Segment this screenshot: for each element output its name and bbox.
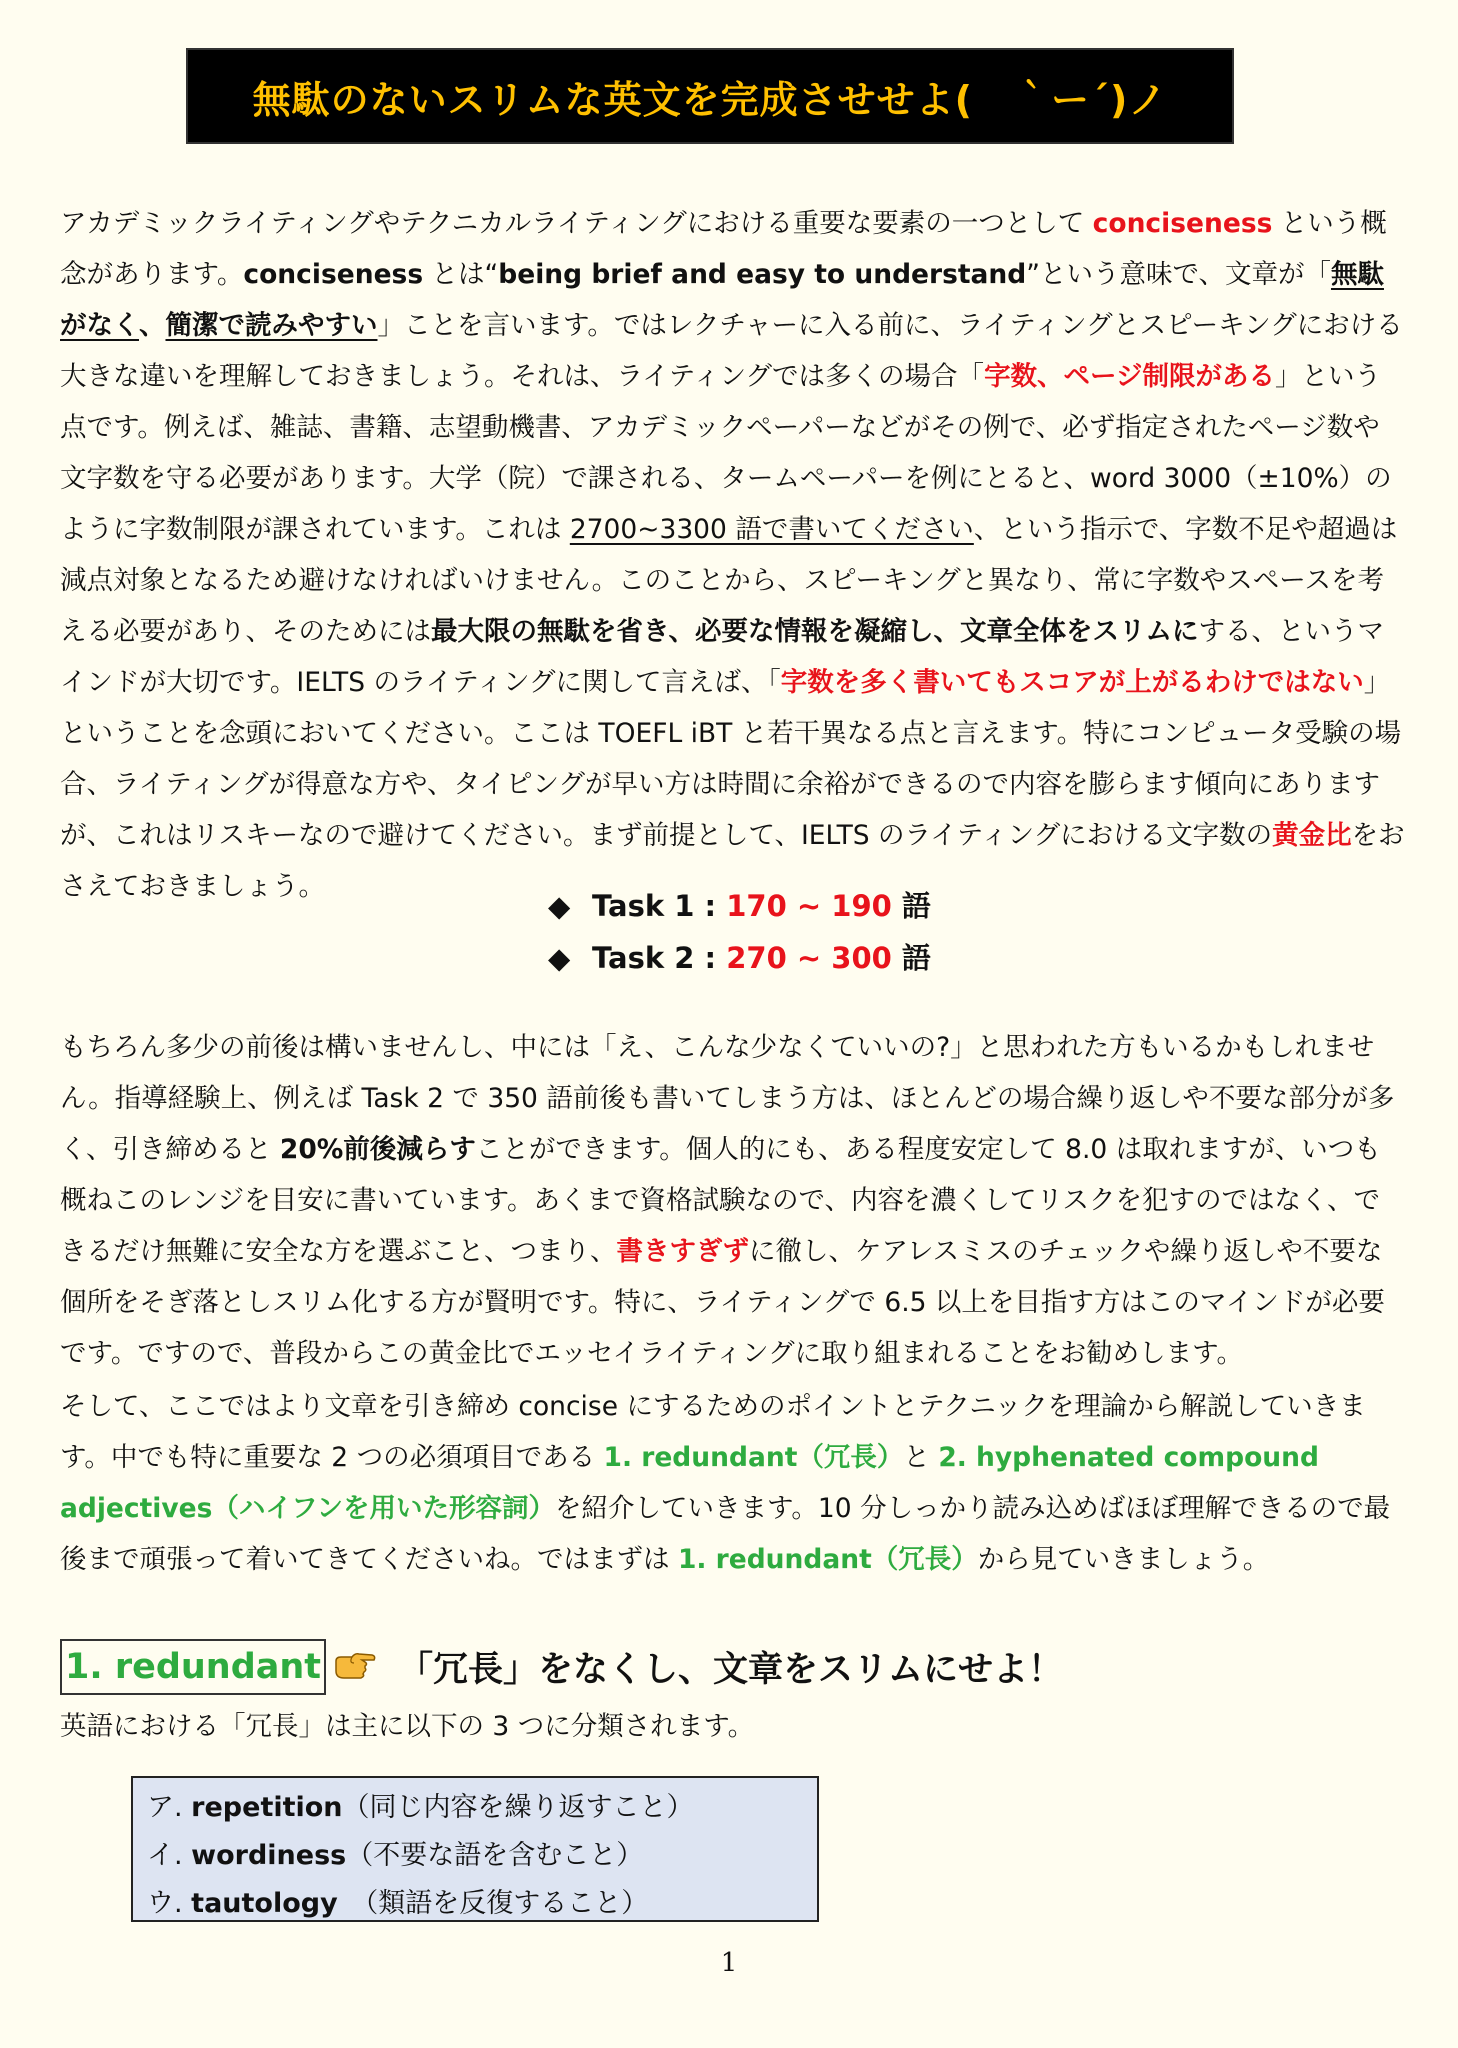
list-item [147,1832,817,1880]
item-prefix: イ. [147,1840,192,1871]
text: 」ことを言います。ではレクチャーに入る前に、ライティングとスピーキングにおける大きな違いを理解しておきましょう。それは、ライティングでは多くの場合「 [60,310,1403,392]
item-term: wordiness [191,1840,347,1871]
page-number: 1 [720,1948,738,1978]
item-term: repetition [191,1792,343,1823]
word-limit-underlined: 2700~3300 語で書いてください [569,514,974,545]
item-desc: （不要な語を含むこと） [346,1840,644,1871]
task-range: 270 ~ 300 [726,941,892,975]
emphasis-red: 字数、ページ制限がある [984,361,1276,392]
item-prefix: ア. [147,1792,192,1823]
emphasis-bold: 20%前後減らす [279,1134,476,1165]
item-desc: （類語を反復すること） [337,1888,649,1919]
task-word-counts [548,880,931,984]
text: ”という意味で、文章が「 [1026,259,1331,290]
list-item [147,1784,817,1832]
text: から見ていきましょう。 [977,1544,1270,1575]
text: もちろん多少の前後は構いませんし、中には「え、こんな少なくていいの?」と思われた方もいるかもしれません。指導経験上、例えば Task 2 で 350 語前後も書いてしまう方は、ほとんどの場合繰り返しや不要な部分が多く、引き締めると [60,1032,1395,1165]
task-label: Task 1 : [592,889,727,923]
section-1-title [60,1638,1063,1696]
diamond-bullet-icon: ◆ [548,889,571,923]
topic-hyphenated: 2. hyphenated compound adjectives（ハイフンを用いた形容詞） [60,1442,1319,1524]
emphasis-golden-ratio: 黄金比 [1272,820,1352,851]
text: 、という指示で、字数不足や超過は減点対象となるため避けなければいけません。このことから、スピーキングと異なり、常に字数やスペースを考える必要があり、そのためには [60,514,1398,647]
redundancy-categories-box [131,1776,819,1922]
text: とは“ [423,259,499,290]
paragraph-2 [60,1022,1405,1379]
emphasis-underlined: 簡潔で読みやすい [165,310,378,341]
text: に徹し、ケアレスミスのチェックや繰り返しや不要な個所をそぎ落としスリム化する方が賢明です。特に、ライティングで 6.5 以上を目指す方はこのマインドが必要です。ですので、普段からこの黄金比でエッセイライティングに取り組まれることをお勧めします。 [60,1236,1385,1369]
topic-redundant: 1. redundant（冗長） [603,1442,904,1473]
diamond-bullet-icon: ◆ [548,941,571,975]
emphasis-red: 書きすぎず [616,1236,749,1267]
text: をおさえておきましょう。 [60,820,1405,902]
intro-paragraph [60,198,1405,912]
emphasis-red: 字数を多く書いてもスコアが上がるわけではない [780,667,1364,698]
task-2-line [548,932,931,984]
task-range: 170 ~ 190 [726,889,892,923]
text: 」ということを念頭においてください。ここは TOEFL iBT と若干異なる点と言えます。特にコンピュータ受験の場合、ライティングが得意な方や、タイピングが早い方は時間に余裕ができるので内容を膨らます傾向にありますが、これはリスキーなので避けてください。まず前提として、IELTS のライティングにおける文字数の [60,667,1402,851]
page-title: 無駄のないスリムな英文を完成させせよ( ｀ー´)ノ [252,77,1168,122]
text: という概念があります。 [60,208,1387,290]
task-unit: 語 [891,889,931,923]
keyword-conciseness: conciseness [243,259,424,290]
section-1-heading: 「冗長」をなくし、文章をスリムにせよ！ [398,1650,1064,1690]
title-banner [186,48,1234,144]
paragraph-3 [60,1381,1405,1585]
text: そして、ここではより文章を引き締め concise にするためのポイントとテクニックを理論から解説していきます。中でも特に重要な 2 つの必須項目である [60,1391,1366,1473]
item-term: tautology [191,1888,338,1919]
section-1-label: 1. redundant [60,1639,326,1695]
text: ことができます。個人的にも、ある程度安定して 8.0 は取れますが、いつも概ねこのレンジを目安に書いています。あくまで資格試験なので、内容を濃くしてリスクを犯すのではなく、できるだけ無難に安全な方を選ぶこと、つまり、 [60,1134,1381,1267]
emphasis-underlined: 無駄がなく [60,259,1384,341]
pointing-hand-icon [332,1647,378,1687]
keyword-conciseness: conciseness [1092,208,1273,239]
item-prefix: ウ. [147,1888,192,1919]
text: アカデミックライティングやテクニカルライティングにおける重要な要素の一つとして [60,208,1093,239]
list-item [147,1880,817,1928]
topic-redundant: 1. redundant（冗長） [677,1544,978,1575]
item-desc: （同じ内容を繰り返すこと） [342,1792,694,1823]
section-1-intro: 英語における「冗長」は主に以下の 3 つに分類されます。 [60,1711,755,1742]
task-unit: 語 [891,941,931,975]
definition-text: being brief and easy to understand [498,259,1027,290]
task-1-line [548,880,931,932]
task-label: Task 2 : [592,941,727,975]
emphasis-bold: 最大限の無駄を省き、必要な情報を凝縮し、文章全体をスリムに [431,616,1199,647]
text: を紹介していきます。10 分しっかり読み込めばほぼ理解できるので最後まで頑張って着いてきてくださいね。ではまずは [60,1493,1391,1575]
text: 、 [138,310,166,341]
text: 」という点です。例えば、雑誌、書籍、志望動機書、アカデミックペーパーなどがその例で、必ず指定されたページ数や文字数を守る必要があります。大学（院）で課される、タームペーパーを例にとると、word 3000（±10%）のように字数制限が課されています。これは [60,361,1392,545]
text: と [903,1442,939,1473]
text: する、というマインドが大切です。IELTS のライティングに関して言えば、「 [60,616,1384,698]
